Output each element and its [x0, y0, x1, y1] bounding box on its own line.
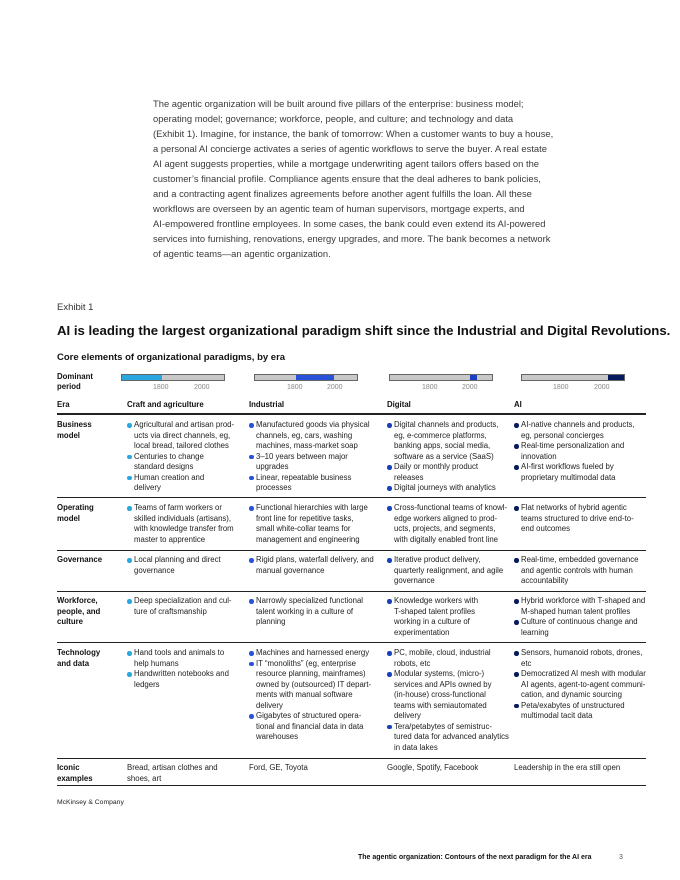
list-item: [387, 503, 511, 545]
row-label: [57, 648, 100, 669]
cell-text-line: tured data for advanced analytics: [394, 732, 509, 741]
intro-line: and a contracting agent finalizes agreements before another agent fulfills the loan. All these: [153, 188, 532, 199]
table-cell: [249, 503, 381, 545]
list-item: [127, 420, 247, 452]
intro-line: (Exhibit 1). Imagine, for instance, the bank of tomorrow: When a customer wants to buy a house,: [153, 128, 554, 139]
cell-text-line: governance: [134, 565, 175, 575]
intro-text: [153, 96, 573, 261]
cell-text-line: Democratized AI mesh with modular: [521, 669, 646, 678]
exhibit-subtitle: Core elements of organizational paradigms, by era: [57, 352, 286, 363]
bullet-icon: [514, 423, 519, 428]
cell-text-line: teams structured to drive end-to-: [521, 513, 634, 523]
cell-text-line: IT “monoliths” (eg, enterprise: [256, 658, 356, 668]
bullet-icon: [249, 558, 254, 563]
cell-text-line: proprietary multimodal data: [521, 472, 616, 482]
table-cell: [514, 503, 646, 535]
tick-label-1800: 1800: [553, 384, 569, 391]
cell-text-line: ture of craftsmanship: [134, 606, 207, 616]
cell-text-line: eg, e-commerce platforms,: [394, 430, 487, 440]
list-item: [514, 503, 646, 535]
tick-label-1800: 1800: [422, 384, 438, 391]
cell-text-line: releases: [394, 472, 424, 482]
footer-brand: McKinsey & Company: [57, 799, 124, 806]
cell-text-line: (in-house) cross-functional: [394, 690, 486, 699]
cell-text-line: Functional hierarchies with large: [256, 503, 368, 512]
table-rule: [57, 642, 646, 643]
table-cell: [514, 763, 646, 774]
cell-text-line: in data lakes: [394, 742, 438, 752]
list-item: [127, 555, 247, 576]
row-label-line: Operating: [57, 503, 94, 512]
cell-text-line: delivery: [394, 711, 421, 720]
bullet-icon: [387, 465, 392, 470]
bullet-icon: [249, 455, 254, 460]
list-item: [514, 763, 646, 774]
table-cell: [387, 555, 511, 587]
intro-line: of agentic teams—an agentic organization.: [153, 248, 331, 259]
table-cell: [127, 420, 247, 494]
table-cell: [127, 596, 247, 617]
list-item: [387, 483, 511, 494]
list-item: [127, 473, 247, 494]
cell-text-line: PC, mobile, cloud, industrial: [394, 648, 491, 657]
bullet-icon: [514, 444, 519, 449]
era-header-0: Craft and agriculture: [127, 400, 204, 409]
list-item: [387, 420, 511, 462]
tick-label-2000: 2000: [462, 384, 478, 391]
bullet-icon: [514, 506, 519, 511]
list-item: [514, 596, 646, 617]
bullet-icon: [249, 651, 254, 656]
row-label-line: Workforce,: [57, 596, 98, 605]
row-label-line: model: [57, 430, 80, 440]
bullet-icon: [127, 506, 132, 511]
cell-text-line: manual governance: [256, 565, 325, 575]
cell-text-line: Digital channels and products,: [394, 420, 499, 429]
period-bar-fill-1: [296, 375, 334, 380]
cell-text-line: Machines and harnessed energy: [256, 648, 370, 657]
cell-text-line: cation, and dynamic sourcing: [521, 690, 622, 699]
list-item: [387, 669, 511, 722]
row-label-line: examples: [57, 773, 93, 783]
bullet-icon: [387, 486, 392, 491]
bullet-icon: [249, 423, 254, 428]
tick-label-2000: 2000: [594, 384, 610, 391]
cell-text-line: Linear, repeatable business: [256, 472, 352, 482]
bullet-icon: [127, 599, 132, 604]
cell-text-line: planning: [256, 617, 286, 626]
cell-text-line: Agricultural and artisan prod-: [134, 420, 235, 429]
cell-text-line: Tera/petabytes of semistruc-: [394, 721, 492, 731]
cell-text-line: banking apps, social media,: [394, 441, 491, 450]
cell-text-line: quarterly realignment, and agile: [394, 565, 504, 575]
cell-text-line: delivery: [134, 483, 161, 492]
cell-text-line: Cross-functional teams of knowl-: [394, 503, 508, 512]
table-rule: [57, 413, 646, 415]
cell-text-line: experimentation: [394, 627, 450, 637]
cell-text-line: eg, personal concierges: [521, 430, 604, 440]
cell-text-line: Centuries to change: [134, 451, 204, 461]
list-item: [249, 659, 381, 712]
table-cell: [127, 763, 247, 784]
intro-line: operating model; governance; workforce, people, and culture; and technology and data: [153, 113, 514, 124]
list-item: [514, 669, 646, 701]
bullet-icon: [514, 465, 519, 470]
intro-line: AI agent suggests properties, while a mortgage underwriting agent tailors offers based on the: [153, 158, 539, 169]
cell-text-line: AI agents, agent-to-agent communi-: [521, 679, 646, 689]
cell-text-line: with knowledge transfer from: [134, 524, 234, 533]
cell-text-line: teams with semiautomated: [394, 700, 487, 710]
row-label-line: culture: [57, 617, 83, 626]
bullet-icon: [514, 558, 519, 563]
row-label: [57, 420, 92, 441]
cell-text-line: working in a culture of: [394, 617, 470, 626]
cell-text-line: edge workers aligned to prod-: [394, 513, 498, 523]
cell-text-line: 3–10 years between major: [256, 451, 348, 461]
cell-text-line: Human creation and: [134, 472, 205, 482]
cell-text-line: front line for repetitive tasks,: [256, 513, 354, 523]
row-label-line: Technology: [57, 648, 101, 657]
cell-text-line: delivery: [256, 700, 283, 710]
list-item: [127, 669, 247, 690]
cell-text-line: AI-native channels and products,: [521, 420, 635, 429]
table-cell: [387, 596, 511, 638]
list-item: [387, 555, 511, 587]
cell-text-line: Gigabytes of structured opera-: [256, 711, 362, 720]
cell-text-line: Rigid plans, waterfall delivery, and: [256, 555, 374, 564]
cell-text-line: end outcomes: [521, 524, 570, 533]
list-item: [249, 452, 381, 473]
bullet-icon: [249, 506, 254, 511]
list-item: [514, 648, 646, 669]
cell-text-line: standard designs: [134, 462, 194, 471]
cell-text-line: Flat networks of hybrid agentic: [521, 503, 627, 512]
era-header-3: AI: [514, 400, 522, 409]
list-item: [127, 596, 247, 617]
cell-text-line: local bread, tailored clothes: [134, 441, 229, 450]
bullet-icon: [514, 651, 519, 656]
row-label: [57, 596, 100, 628]
bullet-icon: [387, 558, 392, 563]
list-item: [514, 555, 646, 587]
bullet-icon: [127, 651, 132, 656]
list-item: [249, 596, 381, 628]
table-cell: [249, 420, 381, 494]
intro-line: AI-empowered frontline employees. In some cases, the bank could even extend its AI-powered: [153, 218, 546, 229]
list-item: [127, 452, 247, 473]
cell-text-line: channels, eg, cars, washing: [256, 430, 353, 440]
list-item: [387, 763, 511, 774]
era-header-2: Digital: [387, 400, 411, 409]
cell-text-line: Peta/exabytes of unstructured: [521, 700, 625, 710]
table-cell: [249, 596, 381, 628]
cell-text-line: ledgers: [134, 679, 160, 689]
page-number: 3: [619, 854, 623, 861]
bullet-icon: [514, 704, 519, 709]
cell-text-line: Iterative product delivery,: [394, 555, 481, 564]
list-item: [514, 701, 646, 722]
row-label-line: and data: [57, 658, 90, 668]
tick-label-2000: 2000: [194, 384, 210, 391]
period-bar-3: [521, 374, 625, 381]
bullet-icon: [387, 423, 392, 428]
cell-text-line: Local planning and direct: [134, 555, 221, 564]
period-bar-fill-2: [470, 375, 477, 380]
intro-line: a personal AI concierge activates a series of agentic workflows to serve the buyer. A real estate: [153, 143, 547, 154]
cell-text-line: Narrowly specialized functional: [256, 596, 364, 605]
cell-text-line: tional and financial data in data: [256, 721, 364, 731]
cell-text-line: Leadership in the era still open: [514, 763, 621, 772]
list-item: [249, 648, 381, 659]
cell-text-line: Knowledge workers with: [394, 596, 479, 605]
period-bar-fill-3: [608, 375, 624, 380]
tick-label-1800: 1800: [287, 384, 303, 391]
intro-line: The agentic organization will be built around five pillars of the enterprise: business model;: [153, 98, 524, 109]
cell-text-line: robots, etc: [394, 658, 431, 668]
table-cell: [249, 555, 381, 576]
table-rule: [57, 497, 646, 498]
cell-text-line: governance: [394, 576, 435, 585]
cell-text-line: ucts via direct channels, eg,: [134, 430, 231, 440]
cell-text-line: accountability: [521, 576, 569, 585]
cell-text-line: Modular systems, (micro-): [394, 669, 485, 678]
row-label-line: Iconic: [57, 763, 80, 772]
bullet-icon: [127, 455, 132, 460]
bullet-icon: [127, 476, 132, 481]
list-item: [387, 462, 511, 483]
cell-text-line: owned by (outsourced) IT depart-: [256, 679, 372, 689]
cell-text-line: Teams of farm workers or: [134, 503, 222, 512]
list-item: [249, 763, 381, 774]
cell-text-line: Handwritten notebooks and: [134, 669, 229, 678]
table-cell: [127, 503, 247, 545]
cell-text-line: upgrades: [256, 462, 289, 471]
table-rule: [57, 591, 646, 592]
cell-text-line: Digital journeys with analytics: [394, 483, 496, 492]
cell-text-line: Deep specialization and cul-: [134, 596, 232, 605]
bullet-icon: [514, 620, 519, 625]
list-item: [249, 420, 381, 452]
cell-text-line: small white-collar teams for: [256, 524, 351, 533]
cell-text-line: learning: [521, 627, 549, 637]
cell-text-line: etc: [521, 658, 532, 668]
era-column-header: Era: [57, 400, 70, 409]
table-cell: [387, 503, 511, 545]
list-item: [514, 420, 646, 441]
cell-text-line: Ford, GE, Toyota: [249, 763, 308, 772]
table-cell: [514, 555, 646, 587]
cell-text-line: management and engineering: [256, 534, 360, 544]
table-cell: [514, 420, 646, 483]
cell-text-line: services and APIs owned by: [394, 679, 492, 689]
cell-text-line: master to apprentice: [134, 534, 206, 544]
row-label: [57, 503, 94, 524]
list-item: [127, 503, 247, 545]
cell-text-line: Hybrid workforce with T-shaped and: [521, 596, 646, 605]
period-bar-2: [389, 374, 493, 381]
table-rule: [57, 785, 646, 786]
cell-text-line: innovation: [521, 451, 557, 461]
period-label-line: Dominant: [57, 372, 93, 381]
bullet-icon: [249, 476, 254, 481]
table-cell: [127, 648, 247, 690]
bullet-icon: [127, 558, 132, 563]
cell-text-line: talent working in a culture of: [256, 606, 354, 616]
list-item: [514, 617, 646, 638]
table-cell: [249, 648, 381, 743]
bullet-icon: [127, 423, 132, 428]
cell-text-line: software as a service (SaaS): [394, 451, 494, 461]
bullet-icon: [514, 672, 519, 677]
cell-text-line: Culture of continuous change and: [521, 617, 638, 626]
exhibit-title: AI is leading the largest organizational paradigm shift since the Industrial and Digital Revolutions.: [57, 323, 671, 338]
tick-label-2000: 2000: [327, 384, 343, 391]
row-label: [57, 763, 93, 784]
list-item: [249, 711, 381, 743]
row-label-line: Business: [57, 420, 92, 429]
cell-text-line: Real-time personalization and: [521, 441, 625, 450]
cell-text-line: resource planning, mainframes): [256, 669, 366, 678]
cell-text-line: processes: [256, 483, 292, 492]
period-bar-fill-0: [122, 375, 162, 380]
list-item: [387, 596, 511, 638]
bullet-icon: [514, 599, 519, 604]
bullet-icon: [387, 725, 392, 730]
period-bar-0: [121, 374, 225, 381]
dominant-period-label: [57, 372, 93, 392]
bullet-icon: [249, 662, 254, 667]
exhibit-label: Exhibit 1: [57, 302, 94, 313]
list-item: [387, 648, 511, 669]
table-cell: [514, 596, 646, 638]
row-label-line: people, and: [57, 606, 101, 616]
cell-text-line: T-shaped talent profiles: [394, 606, 476, 616]
cell-text-line: Real-time, embedded governance: [521, 555, 639, 564]
list-item: [249, 503, 381, 545]
cell-text-line: with digitally enabled front line: [394, 534, 499, 544]
intro-line: services into furnishing, renovations, energy upgrades, and more. The bank becomes a network: [153, 233, 551, 244]
cell-text-line: Hand tools and animals to: [134, 648, 225, 657]
list-item: [249, 473, 381, 494]
era-header-1: Industrial: [249, 400, 285, 409]
bullet-icon: [249, 599, 254, 604]
list-item: [127, 763, 247, 784]
cell-text-line: ucts, projects, and segments,: [394, 524, 496, 533]
cell-text-line: warehouses: [256, 732, 299, 741]
table-cell: [249, 763, 381, 774]
table-cell: [387, 648, 511, 753]
list-item: [127, 648, 247, 669]
cell-text-line: Bread, artisan clothes and: [127, 763, 218, 772]
bullet-icon: [387, 506, 392, 511]
table-cell: [387, 420, 511, 494]
tick-label-1800: 1800: [153, 384, 169, 391]
bullet-icon: [127, 672, 132, 677]
cell-text-line: help humans: [134, 658, 179, 668]
cell-text-line: Sensors, humanoid robots, drones,: [521, 648, 643, 657]
cell-text-line: Daily or monthly product: [394, 462, 479, 471]
cell-text-line: AI-first workflows fueled by: [521, 462, 614, 471]
cell-text-line: shoes, art: [127, 773, 162, 783]
period-label-line: period: [57, 382, 81, 391]
cell-text-line: M-shaped human talent profiles: [521, 606, 631, 616]
row-label: [57, 555, 102, 566]
cell-text-line: ments with manual software: [256, 690, 353, 699]
cell-text-line: and agentic controls with human: [521, 565, 633, 575]
cell-text-line: Google, Spotify, Facebook: [387, 763, 479, 772]
period-bar-1: [254, 374, 358, 381]
row-label-line: Governance: [57, 555, 103, 564]
table-cell: [387, 763, 511, 774]
cell-text-line: Manufactured goods via physical: [256, 420, 370, 429]
list-item: [249, 555, 381, 576]
intro-paragraph: [153, 96, 573, 261]
bullet-icon: [387, 651, 392, 656]
table-rule: [57, 758, 646, 759]
cell-text-line: skilled individuals (artisans),: [134, 513, 232, 523]
table-cell: [127, 555, 247, 576]
intro-line: customer’s financial profile. Compliance agents ensure that the deal adheres to bank policies,: [153, 173, 541, 184]
cell-text-line: multimodal tacit data: [521, 711, 593, 720]
intro-line: workflows are overseen by an agentic team of human supervisors, mortgage experts, and: [153, 203, 525, 214]
list-item: [514, 462, 646, 483]
bullet-icon: [249, 714, 254, 719]
bullet-icon: [387, 599, 392, 604]
footer-title: The agentic organization: Contours of the next paradigm for the AI era: [358, 854, 592, 861]
row-label-line: model: [57, 513, 80, 523]
cell-text-line: machines, mass-market soap: [256, 441, 358, 450]
table-cell: [514, 648, 646, 722]
list-item: [514, 441, 646, 462]
bullet-icon: [387, 672, 392, 677]
table-rule: [57, 550, 646, 551]
list-item: [387, 722, 511, 754]
